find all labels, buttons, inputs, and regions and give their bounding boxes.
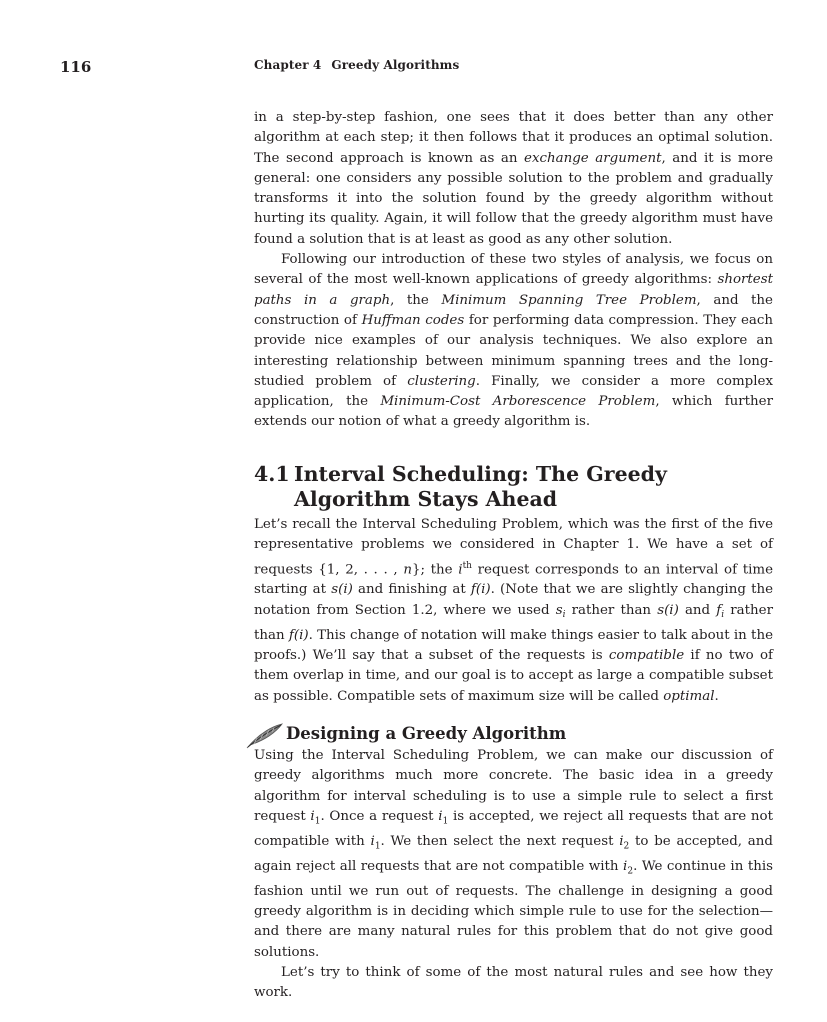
emphasis: Minimum-Cost Arborescence Problem (380, 394, 656, 410)
subsection-paragraph-1: Using the Interval Scheduling Problem, we can make our discussion of greedy algorithms much more concrete. The basic idea in a greedy algorithm for interval scheduling is to use a simple rule to select a first request $i_1$. Once a request $i_1$ is accepted, we reject all requests that are not compatible with $i_1$. We then select the next request $i_2$ to be accepted, and again reject all requests that are not compatible with $i_2$. We continue in this fashion until we run out of requests. The challenge in designing a good greedy algorithm is in deciding which simple rule to use for the selection—and there are many natural rules for this problem that do not give good solutions. (254, 748, 773, 960)
emphasis: Minimum Spanning Tree Problem (441, 292, 697, 308)
emphasis: clustering (407, 373, 476, 389)
section-title: Interval Scheduling: The Greedy Algorithm Stays Ahead (294, 462, 667, 511)
emphasis: Huffman codes (361, 312, 465, 328)
chapter-label: Chapter 4 (254, 58, 322, 72)
page-number: 116 (60, 58, 92, 76)
section-text (254, 515, 773, 707)
intro-paragraph-2: Following our introduction of these two styles of analysis, we focus on several of the most well-known applications of greedy algorithms: shortest paths in a graph, the Minimum Spanning Tree Problem, and the construction of Huffman codes for performing data compression. They each provide nice examples of our analysis techniques. We also explore an interesting relationship between minimum spanning trees and the long-studied problem of clustering. Finally, we consider a more complex application, the Minimum-Cost Arborescence Problem, which further extends our notion of what a greedy algorithm is. (254, 252, 774, 430)
emphasis: shortest paths in a graph (254, 272, 773, 308)
intro-paragraph-1: in a step-by-step fashion, one sees that it does better than any other algorithm at each step; it then follows that it produces an optimal solution. The second approach is known as an exchange argument, and it is more general: one considers any possible solution to the problem and gradually transforms it into the solution found by the greedy algorithm without hurting its quality. Again, it will follow that the greedy algorithm must have found a solution that is at least as good as any other solution. (254, 110, 774, 247)
section-paragraph-1: Let’s recall the Interval Scheduling Problem, which was the first of the five representative problems we considered in Chapter 1. We have a set of requests {1, 2, . . . , n}; the $i^{th}$ request corresponds to an interval of time starting at s(i) and finishing at f(i). (Note that we are slightly changing the notation from Section 1.2, where we used $s_i$ rather than s(i) and $f_i$ rather than f(i). This change of notation will make things easier to talk about in the proofs.) We’ll say that a subset of the requests is compatible if no two of them overlap in time, and our goal is to accept as large a compatible subset as possible. Compatible sets of maximum size will be called optimal. (254, 517, 774, 704)
emphasis: exchange argument (524, 150, 662, 166)
section-number: 4.1 (254, 462, 290, 486)
running-head (254, 58, 459, 72)
intro-text (254, 108, 773, 433)
subsection-text (254, 746, 773, 1004)
subsection-title: Designing a Greedy Algorithm (286, 724, 567, 743)
emphasis: optimal (663, 688, 715, 704)
emphasis: compatible (608, 647, 685, 663)
subsection-paragraph-2: Let’s try to think of some of the most natural rules and see how they work. (254, 964, 773, 1001)
section-heading (254, 462, 774, 512)
chapter-title: Greedy Algorithms (331, 58, 460, 72)
